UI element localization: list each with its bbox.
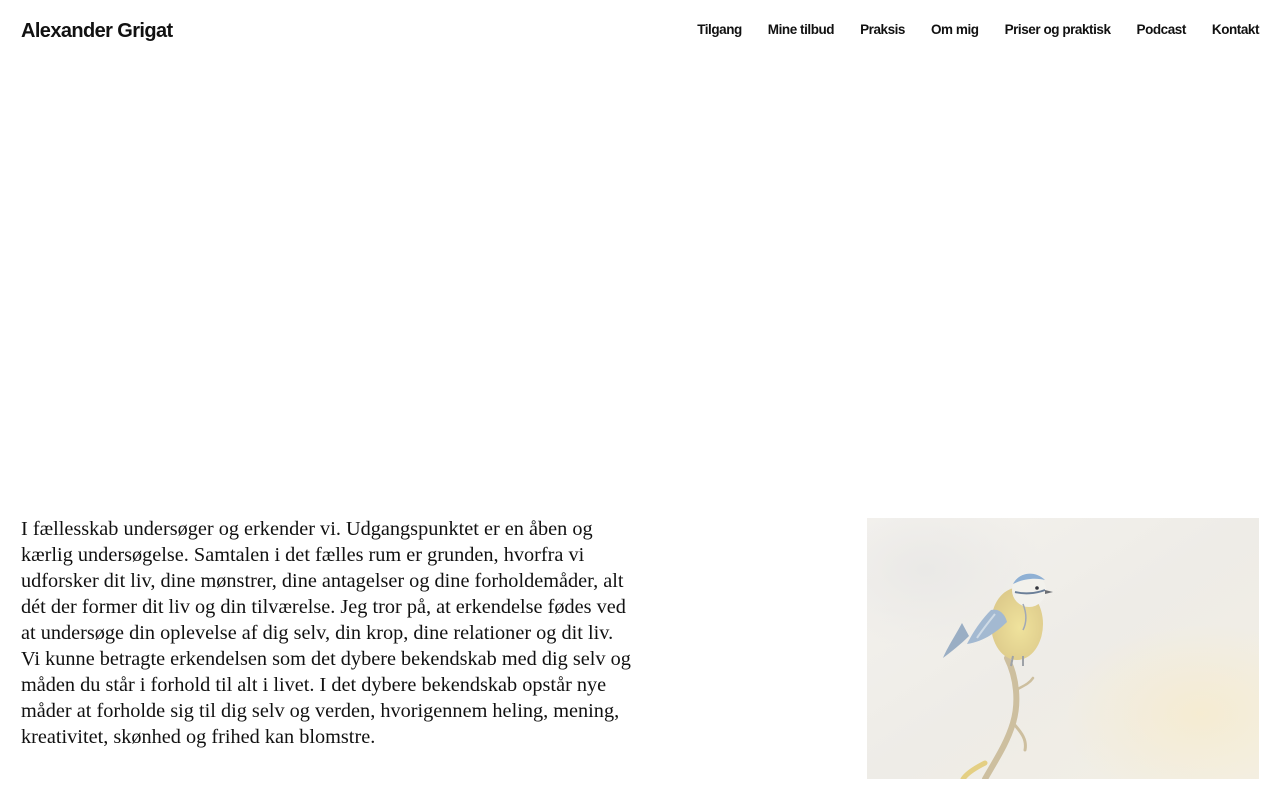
nav-item-kontakt[interactable]: Kontakt <box>1211 22 1259 37</box>
bird-photo <box>867 518 1259 779</box>
blue-tit-illustration <box>867 518 1259 779</box>
nav-item-praksis[interactable]: Praksis <box>860 22 905 37</box>
site-logo-link[interactable]: Alexander Grigat <box>21 20 173 42</box>
nav-item-tilgang[interactable]: Tilgang <box>697 22 742 37</box>
nav-item-om-mig[interactable]: Om mig <box>931 22 979 37</box>
main-nav <box>697 22 1259 37</box>
nav-item-mine-tilbud[interactable]: Mine tilbud <box>767 22 835 37</box>
nav-item-podcast[interactable]: Podcast <box>1136 22 1186 37</box>
nav-item-priser-og-praktisk[interactable]: Priser og praktisk <box>1004 22 1111 37</box>
intro-paragraph: I fællesskab undersøger og erkender vi. Udgangspunktet er en åben og kærlig undersøgelse. Samtalen i det fælles rum er grunden, hvorfra vi udforsker dit liv, dine mønstrer, dine antagelser og dine forholdemåder, alt dét der former dit liv og din tilværelse. Jeg tror på, at erkendelse fødes ved at undersøge din oplevelse af dig selv, din krop, dine relationer og dit liv. Vi kunne betragte erkendelsen som det dybere bekendskab med dig selv og måden du står i forhold til alt i livet. I det dybere bekendskab opstår nye måder at forholde sig til dig selv og verden, hvorigennem heling, mening, kreativitet, skønhed og frihed kan blomstre. <box>21 518 631 748</box>
site-header <box>0 0 1280 70</box>
